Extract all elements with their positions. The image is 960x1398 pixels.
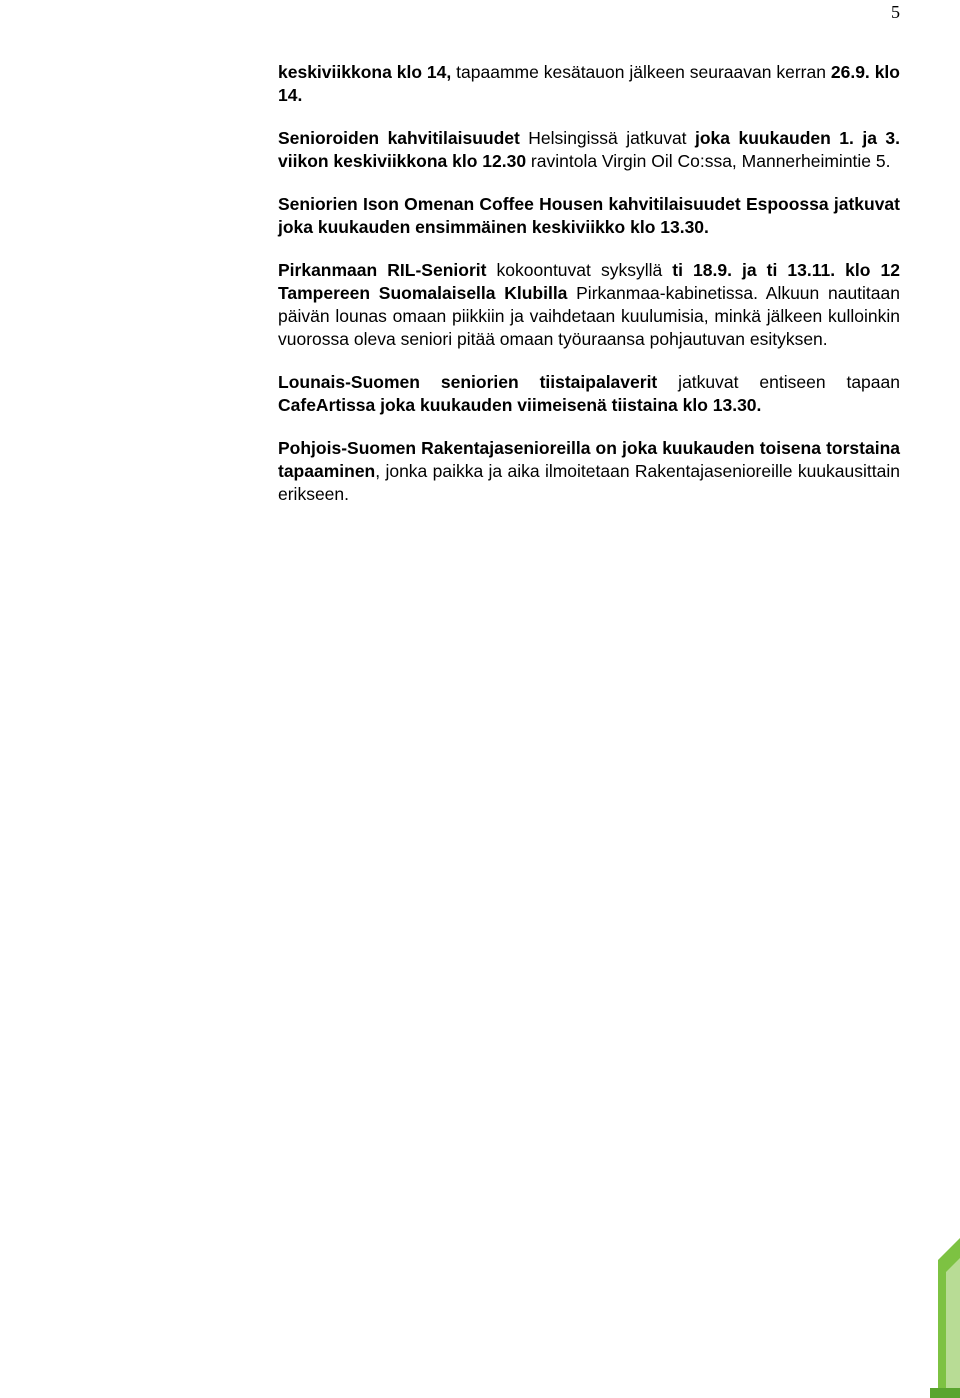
paragraph-helsinki-coffee [278,127,900,173]
page-number: 5 [891,2,900,22]
paragraph-espoo-coffee [278,193,900,239]
green-stripe-bottom [930,1388,960,1398]
text-bold: Senioroiden kahvitilaisuudet [278,128,520,148]
paragraph-pirkanmaa [278,259,900,351]
paragraph-helsinki-meeting [278,61,900,107]
paragraph-lounais-suomi [278,371,900,417]
paragraph-pohjois-suomi [278,437,900,506]
text: Pirkanmaa-kabinetissa. Alkuun nautitaan päivän lounas omaan piikkiin ja vaihdetaan kuulumisia, minkä jälkeen kulloinkin vuorossa oleva seniori pitää omaan työuraansa pohjautuvan esityksen. [278,283,900,349]
text: jatkuvat entiseen tapaan [657,372,900,392]
document-body [278,61,900,526]
text-bold: ti 18.9. ja ti 13.11. klo 12 Tampereen Suomalaisella Klubilla [278,260,900,303]
text: Helsingissä jatkuvat [519,128,695,148]
text-bold: keskiviikkona klo 14, [278,62,452,82]
text: kokoontuvat syksyllä [486,260,673,280]
text-bold: joka kuukauden 1. ja 3. viikon keskiviikkona klo 12.30 [278,128,900,171]
text-bold: Lounais-Suomen seniorien tiistaipalaverit [278,372,658,392]
text-bold: 26.9. klo 14. [278,62,900,105]
text-bold: Pirkanmaan RIL-Seniorit [278,260,487,280]
text: ravintola Virgin Oil Co:ssa, Mannerheimintie 5. [526,151,891,171]
text-bold: Seniorien Ison Omenan Coffee Housen kahvitilaisuudet Espoossa jatkuvat joka kuukauden ensimmäinen keskiviikko klo 13.30. [278,194,900,237]
green-corner-decoration [930,1238,960,1398]
text: , jonka paikka ja aika ilmoitetaan Rakentajasenioreille kuukausittain erikseen. [278,461,900,504]
text: tapaamme kesätauon jälkeen seuraavan kerran [451,62,831,82]
green-stripe-light [946,1258,960,1398]
text-bold: CafeArtissa joka kuukauden viimeisenä tiistaina klo 13.30. [278,395,762,415]
text-bold: Pohjois-Suomen Rakentajasenioreilla on joka kuukauden toisena torstaina tapaaminen [278,438,900,481]
